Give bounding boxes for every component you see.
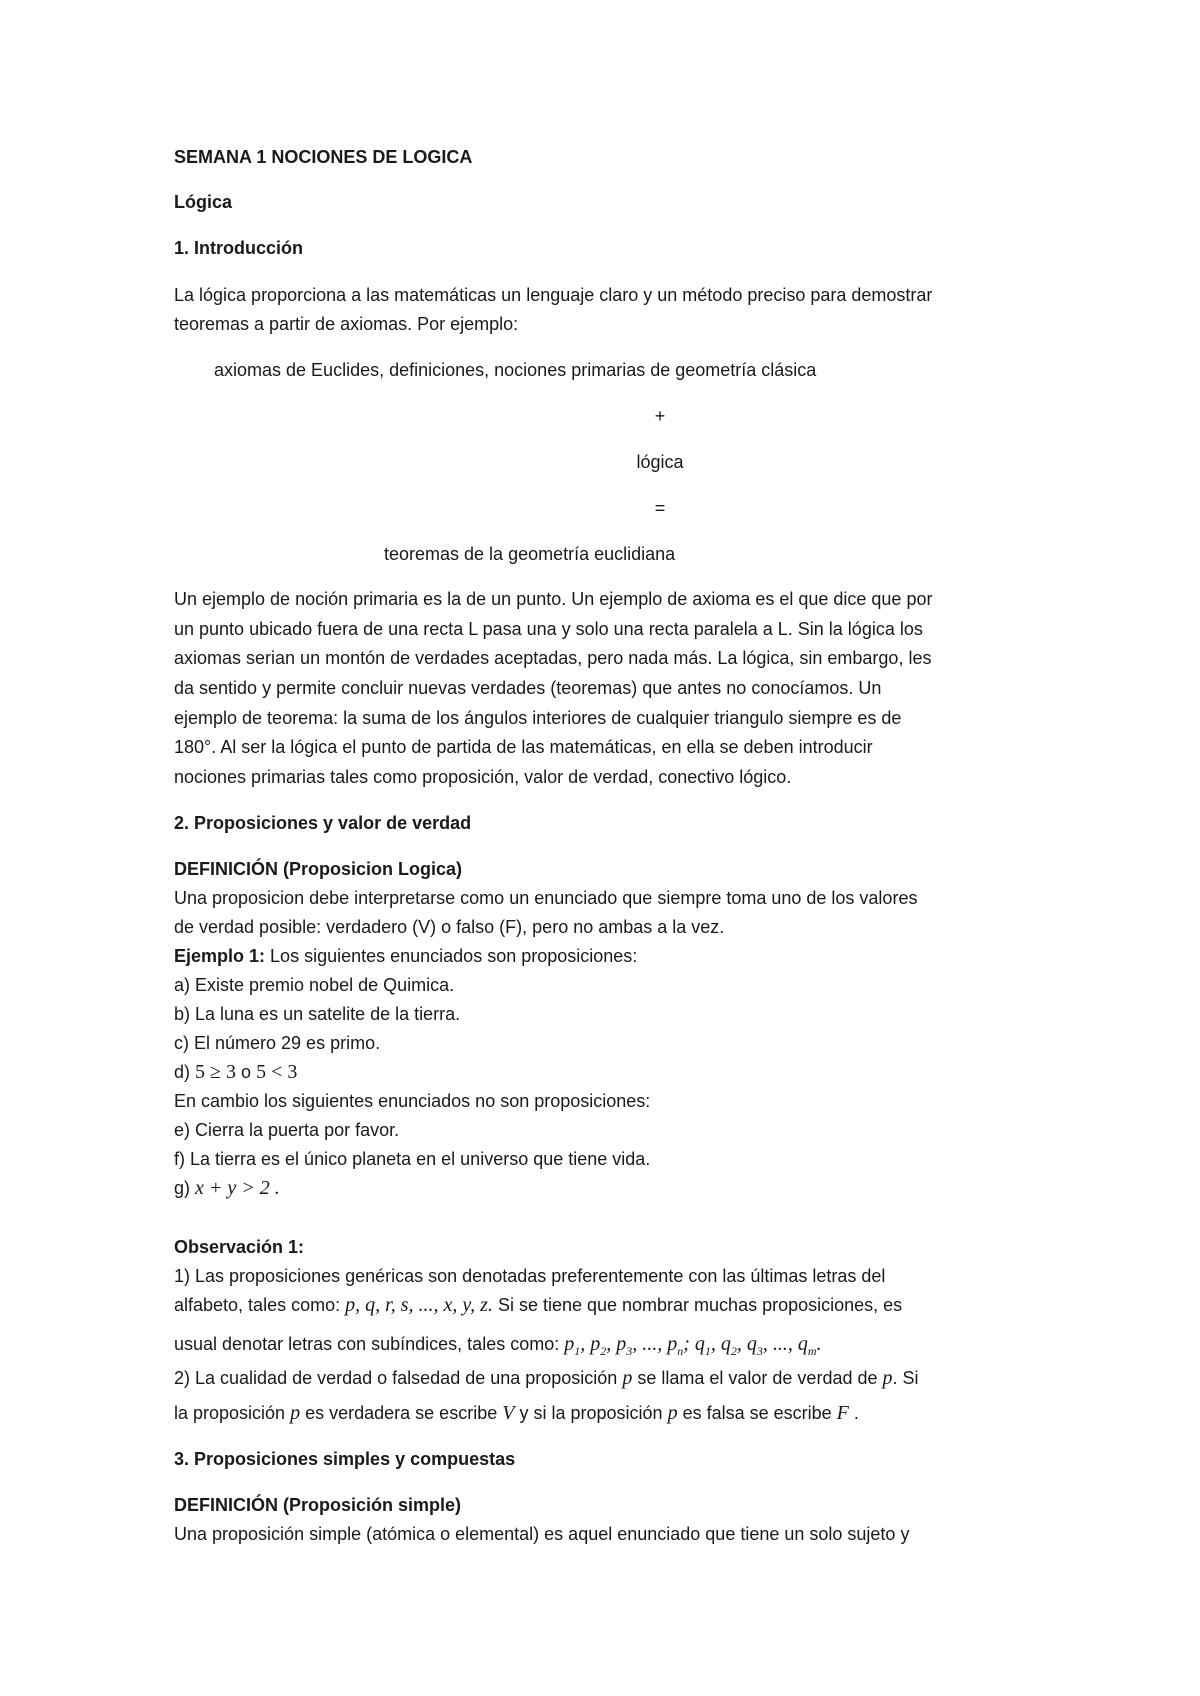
example-line (174, 944, 637, 968)
section-3-heading: 3. Proposiciones simples y compuestas (174, 1449, 516, 1469)
paragraph-line: Un ejemplo de noción primaria es la de un punto. Un ejemplo de axioma es el que dice que por (174, 589, 933, 609)
list-item: e) Cierra la puerta por favor. (174, 1120, 400, 1140)
paragraph-line: da sentido y permite concluir nuevas verdades (teoremas) que antes no conocíamos. Un (174, 678, 882, 698)
paragraph-line: Una proposición simple (atómica o elemental) es aquel enunciado que tiene un solo sujeto y (174, 1524, 910, 1544)
definition-title: DEFINICIÓN (Proposición simple) (174, 1495, 462, 1515)
formula-plus: + (654, 406, 666, 426)
formula-line-1: axiomas de Euclides, definiciones, nociones primarias de geometría clásica (214, 360, 817, 380)
connector-o: o (241, 1062, 252, 1082)
math-expression: 5 < 3 (256, 1061, 298, 1083)
paragraph-line (174, 1293, 902, 1317)
formula-equals: = (654, 498, 666, 518)
section-1-heading: 1. Introducción (174, 238, 304, 258)
text-span: es verdadera se escribe (305, 1403, 498, 1423)
math-variable: V (502, 1402, 515, 1424)
paragraph-line: teoremas a partir de axiomas. Por ejemplo: (174, 314, 519, 334)
math-variable: p (882, 1367, 893, 1389)
list-item-d (174, 1060, 297, 1084)
text-span: es falsa se escribe (682, 1403, 832, 1423)
paragraph-line: axiomas serian un montón de verdades aceptadas, pero nada más. La lógica, sin embargo, les (174, 648, 932, 668)
heading-logica: Lógica (174, 192, 233, 212)
text-span: . Si (892, 1368, 919, 1388)
text-span: alfabeto, tales como: (174, 1295, 341, 1315)
item-label: d) (174, 1062, 191, 1082)
paragraph-line: nociones primarias tales como proposición, valor de verdad, conectivo lógico. (174, 767, 792, 787)
item-label: g) (174, 1178, 191, 1198)
definition-title: DEFINICIÓN (Proposicion Logica) (174, 859, 463, 879)
list-item: b) La luna es un satelite de la tierra. (174, 1004, 461, 1024)
text-span: y si la proposición (519, 1403, 663, 1423)
paragraph-line: 180°. Al ser la lógica el punto de partida de las matemáticas, en ella se deben introducir (174, 737, 873, 757)
paragraph-line: ejemplo de teorema: la suma de los ángulos interiores de cualquier triangulo siempre es de (174, 708, 902, 728)
math-expression: $p_1$, $p_2$, $p_3$, ..., $p_n$; $q_1$, $q_2$, $q_3$, ..., $q_m$. (564, 1333, 822, 1358)
paragraph-line (174, 1332, 822, 1363)
math-variable: p (667, 1402, 678, 1424)
paragraph-line (174, 1366, 919, 1390)
paragraph-line: 1) Las proposiciones genéricas son denotadas preferentemente con las últimas letras del (174, 1266, 886, 1286)
text-span: se llama el valor de verdad de (637, 1368, 878, 1388)
text-span: usual denotar letras con subíndices, tales como: (174, 1334, 560, 1354)
formula-line-3: teoremas de la geometría euclidiana (384, 544, 676, 564)
document-title: SEMANA 1 NOCIONES DE LOGICA (174, 147, 473, 167)
example-label: Ejemplo 1: (174, 946, 266, 966)
paragraph-line (174, 1401, 859, 1425)
observation-heading: Observación 1: (174, 1237, 305, 1257)
math-expression: 5 ≥ 3 (195, 1061, 237, 1083)
paragraph-line: En cambio los siguientes enunciados no son proposiciones: (174, 1091, 651, 1111)
math-variable: p (622, 1367, 633, 1389)
math-expression: p, q, r, s, ..., x, y, z. (345, 1294, 493, 1316)
text-span: Si se tiene que nombrar muchas proposiciones, es (497, 1295, 903, 1315)
formula-line-2: lógica (636, 452, 684, 472)
text-span: la proposición (174, 1403, 286, 1423)
math-variable: F (836, 1402, 849, 1424)
math-expression: x + y > 2 . (195, 1177, 280, 1199)
example-text: Los siguientes enunciados son proposiciones: (270, 946, 638, 966)
text-span: . (853, 1403, 859, 1423)
definition-line: de verdad posible: verdadero (V) o falso (F), pero no ambas a la vez. (174, 917, 725, 937)
paragraph-line: La lógica proporciona a las matemáticas un lenguaje claro y un método preciso para demostrar (174, 285, 933, 305)
list-item: c) El número 29 es primo. (174, 1033, 381, 1053)
list-item-g (174, 1176, 280, 1200)
section-2-heading: 2. Proposiciones y valor de verdad (174, 813, 472, 833)
paragraph-line: un punto ubicado fuera de una recta L pasa una y solo una recta paralela a L. Sin la lógica los (174, 619, 923, 639)
list-item: a) Existe premio nobel de Quimica. (174, 975, 455, 995)
text-span: 2) La cualidad de verdad o falsedad de una proposición (174, 1368, 618, 1388)
list-item: f) La tierra es el único planeta en el universo que tiene vida. (174, 1149, 651, 1169)
definition-line: Una proposicion debe interpretarse como un enunciado que siempre toma uno de los valores (174, 888, 918, 908)
math-variable: p (290, 1402, 301, 1424)
